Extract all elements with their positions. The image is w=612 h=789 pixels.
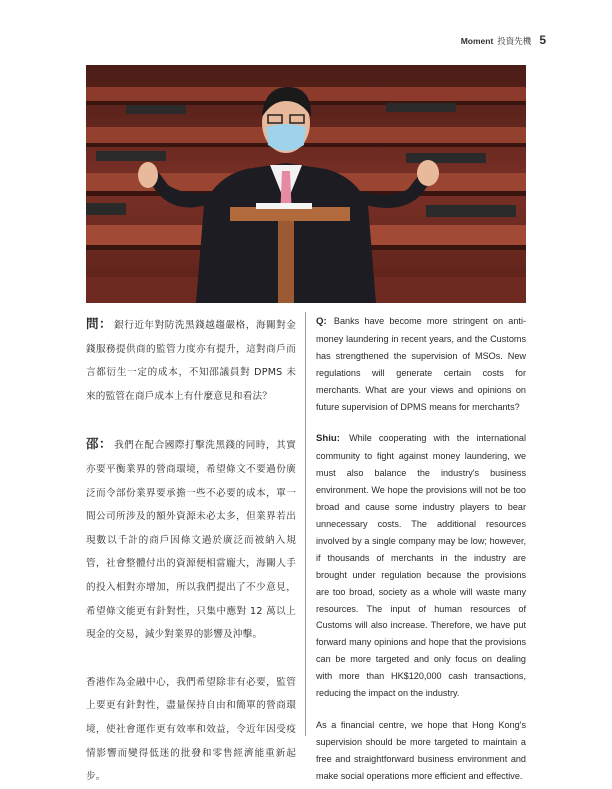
english-question-text: Banks have become more stringent on anti-money laundering in recent years, and the Customs has strengthened the supervision of MSOs. New regulations will generate certain costs for merchants. What are your views and opinions on future supervision of DPMS means for merchants? bbox=[316, 316, 526, 412]
speaker-photo bbox=[86, 65, 526, 303]
section-name: 投資先機 bbox=[497, 36, 532, 46]
chinese-closing-paragraph: 香港作為金融中心，我們希望除非有必要，監管上要更有針對性，盡量保持自由和簡單的營商環境，使社會運作更有效率和效益，令近年因受疫情影響而變得低迷的批發和零售經濟能重新起步。 bbox=[86, 676, 296, 783]
page-number: 5 bbox=[539, 33, 546, 47]
chinese-question-label: 問： bbox=[86, 316, 113, 331]
chinese-question bbox=[86, 312, 296, 408]
magazine-name: Moment bbox=[460, 36, 494, 46]
column-divider bbox=[305, 312, 306, 736]
english-answer bbox=[316, 430, 526, 702]
chinese-column bbox=[86, 312, 296, 789]
running-head bbox=[461, 33, 546, 47]
chinese-answer-label: 邵： bbox=[86, 436, 113, 452]
chinese-answer-text: 我們在配合國際打擊洗黑錢的同時，其實亦要平衡業界的營商環境，希望條文不要過份廣泛而令部份業界要承擔一些不必要的成本，單一間公司所涉及的額外資源未必太多，但業界若出現數以千計的商戶因條文過於廣泛而被納入規管，社會整體付出的資源便相當龐大，海關人手的投入相對亦增加，所以我們提出了不少意見，希望條文能更有針對性，只集中應對 12 萬以上現金的交易，減少對業界的影響及沖擊。 bbox=[86, 440, 296, 641]
chinese-answer bbox=[86, 432, 296, 646]
speaker-illustration bbox=[86, 65, 526, 303]
english-question-label: Q: bbox=[316, 316, 327, 327]
chinese-question-text: 銀行近年對防洗黑錢越趨嚴格，海關對金錢服務提供商的監管力度亦有提升，這對商戶而言都衍生一定的成本，不知邵議員對 DPMS 未來的監管在商戶成本上有什麼意見和看法？ bbox=[86, 320, 296, 402]
english-closing-paragraph: As a financial centre, we hope that Hong Kong's supervision should be more targeted to maintain a free and straightforward business environment and make social operations more efficient and effective. bbox=[316, 719, 526, 781]
english-column bbox=[316, 313, 526, 785]
english-question bbox=[316, 313, 526, 415]
english-answer-text: While cooperating with the international community to fight against money laundering, we must also balance the industry's business environment. We hope the provisions will not be too broad and cause some industry players to bear unnecessary costs. The additional resources involved by a single company may be low; however, if thousands of merchants in the industry are brought under regulation because the provisions are too broad, society as a whole will waste many resources. The input of human resources of Customs will also increase. Therefore, we have put forward many opinions and hope that the provisions can be more targeted and only focus on dealing with more than HK$120,000 cash transactions, reducing the impact on the industry. bbox=[316, 433, 526, 699]
english-answer-label: Shiu: bbox=[316, 433, 340, 445]
